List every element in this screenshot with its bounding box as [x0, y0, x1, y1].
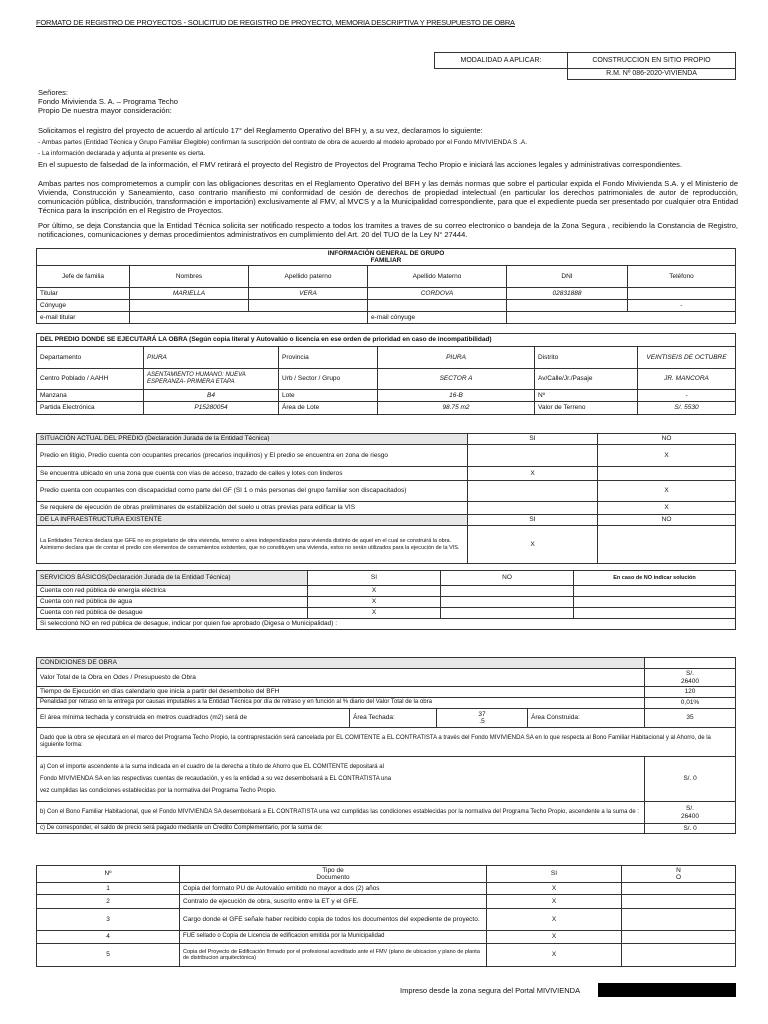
doc-h-si: SI	[487, 866, 622, 883]
doc-h-tipo	[180, 866, 487, 883]
doc-1-n: 1	[37, 883, 180, 895]
v-area-lote: 98.75 m2	[378, 402, 535, 415]
cond-row-tiempo: Tiempo de Ejecución en días calendario que inicia a partir del desembolso del BFH	[37, 687, 645, 698]
doc-3-tipo: Cargo donde el GFE señale haber recibido copia de todos los documentos del expediente de proyecto.	[180, 909, 487, 931]
cond-valor-amount: 26400	[680, 677, 700, 685]
sit-row-3: Predio cuenta con ocupantes con discapacidad como parte del GF (SI 1 o más personas del grupo familiar son discapacitados)	[37, 481, 468, 502]
v-numero: -	[638, 390, 736, 402]
intro-section	[38, 88, 728, 115]
grupo-title	[37, 249, 736, 266]
cond-tiempo: 120	[645, 687, 736, 698]
v-centro-poblado: ASENTAMIENTO HUMANO: NUEVA ESPERANZA- PRIMERA ETAPA	[144, 369, 279, 390]
v-area-techada	[437, 709, 528, 728]
redaction-bar	[598, 983, 736, 997]
cond-c-value: S/. 0	[645, 824, 736, 834]
l-area-lote: Área de Lote	[279, 402, 378, 415]
cond-b-amount: 26400	[680, 812, 700, 820]
salutation: Señores:	[38, 88, 69, 97]
servicios-note: En caso de NO indicar solución	[574, 571, 736, 586]
predio-table	[36, 333, 736, 415]
doc-2-tipo: Contrato de ejecución de obra, suscrito entre la ET y el GFE.	[180, 895, 487, 909]
doc-4-n: 4	[37, 931, 180, 944]
sit-row-1: Predio en litigio, Predio cuenta con ocupantes precarios (precarios inquilinos) y El predio se encuentra en zona de riesgo	[37, 445, 468, 467]
doc-h-tipo1: Tipo de	[322, 866, 344, 874]
l-lote: Lote	[279, 390, 378, 402]
l-av: Av/Calle/Jr./Pasaje	[535, 369, 638, 390]
h-telefono: Teléfono	[628, 266, 736, 288]
h-dni: DNI	[507, 266, 628, 288]
doc-4-tipo: FUE sellado o Copia de Licencia de edificacion emitida por la Municipalidad	[180, 931, 487, 944]
grupo-title-line2: FAMILIAR	[370, 257, 402, 264]
situacion-table	[36, 433, 736, 564]
doc-h-tipo2: Documento	[316, 874, 350, 881]
doc-h-n: Nº	[37, 866, 180, 883]
cond-row-contraprestacion: Dado que la obra se ejecutará en el marco del Programa Techo Propio, la contraprestación será cancelada por EL COMITENTE a EL CONTRATISTA a través del Fondo MIVIVIENDA SA en lo que respecta al Bono Familiar Habitacional y al Ahorro, de la siguiente forma:	[37, 728, 736, 757]
cond-a-value: S/. 0	[645, 757, 736, 802]
infra-title: DE LA INFRAESTRUCTURA EXISTENTE	[37, 515, 468, 526]
servicios-title: SERVICIOS BÁSICOS(Declaración Jurada de la Entidad Técnica)	[37, 571, 308, 586]
doc-1-si: X	[487, 883, 622, 895]
recipient-2: Propio De nuestra mayor consideración:	[38, 106, 172, 115]
row-conyuge: Cónyuge	[37, 300, 130, 312]
row-email-conyuge: e-mail cónyuge	[368, 312, 507, 324]
serv-row-electrica: Cuenta con red pública de energía eléctrica	[37, 586, 308, 597]
cond-b-currency: S/.	[686, 805, 694, 812]
cond-row-valor: Valor Total de la Obra en Odes / Presupuesto de Obra	[37, 669, 645, 687]
l-valor-terreno: Valor de Terreno	[535, 402, 638, 415]
l-area-techada: Área Techada:	[350, 709, 437, 728]
l-departamento: Departamento	[37, 347, 144, 369]
doc-4-si: X	[487, 931, 622, 944]
sit-row-3-no: X	[598, 481, 736, 502]
doc-1-tipo: Copia del formato PU de Autovalúo emitido no mayor a dos (2) años	[180, 883, 487, 895]
v-distrito: VEINTISEIS DE OCTUBRE	[638, 347, 736, 369]
serv-row-desague: Cuenta con red pública de desague	[37, 608, 308, 619]
paragraph-falsedad: En el supuesto de falsedad de la información, el FMV retirará el proyecto del Registro de Proyectos del Programa Techo Propio e iniciará las acciones legales y administrativas correspondientes.	[38, 160, 682, 169]
infra-row: La Entidades Técnica declara que GFE no es propietario de otra vivienda, terreno o aires independizados para vivienda distinto de aquel en el cual se construirá la obra. Asimismo declara que de contar el predio con elementos de cerramientos existentes, que no constituyen una vivienda, estos no serán utilizados para la ejecución de la VIS.	[37, 526, 468, 564]
l-numero: Nº	[535, 390, 638, 402]
cond-row-a	[37, 757, 645, 802]
declaration-2: - La información declarada y adjunta al presente es cierta.	[38, 150, 206, 157]
doc-5-n: 5	[37, 944, 180, 967]
v-av: JR. MANCORA	[638, 369, 736, 390]
serv-row-aprobacion: Si seleccionó NO en red pública de desague, indicar por quien fue aprobado (Digesa o Municipalidad) :	[37, 619, 736, 630]
cond-a-line1: a) Con el importe ascendente a la suma indicada en el cuadro de la derecha a título de Ahorro que EL COMITENTE depositará al	[40, 764, 384, 770]
grupo-familiar-table	[36, 248, 736, 324]
titular-paterno: VERA	[249, 288, 368, 300]
h-apellido-materno: Apellido Materno	[368, 266, 507, 288]
sit-row-2-si: X	[468, 467, 598, 481]
cond-row-area: El área mínima techada y construida en metros cuadrados (m2) será de	[37, 709, 350, 728]
grupo-title-line1: INFORMACIÓN GENERAL DE GRUPO	[327, 249, 445, 257]
sit-row-2: Se encuentra ubicado en una zona que cuenta con vías de acceso, trazado de calles y lotes con linderos	[37, 467, 468, 481]
h-jefe: Jefe de familia	[37, 266, 130, 288]
servicios-table	[36, 570, 736, 630]
paragraph-compromiso: Ambas partes nos comprometemos a cumplir con las obligaciones descritas en el Reglamento Operativo del BFH y las demás normas que sobre el particular expida el Fondo Mivivienda S.A. y el Ministerio de Vivienda, Construcción y Saneamiento, caso contrario manifiesto mi conformidad de cesión de derechos de propiedad intelectual (en particular los derechos patrimoniales de autor de reproducción, comunicación pública, distribución, transformación e importación) exclusivamente al FMV, al MVCS y a la Municipalidad correspondiente, para que el expediente pueda ser presentado por cualquier otra Entidad Técnica para la inscripción en el Registro de Proyectos.	[38, 179, 738, 215]
modalidad-label: MODALIDAD A APLICAR:	[435, 53, 568, 69]
sit-row-1-no: X	[598, 445, 736, 467]
v-area-construida: 35	[645, 709, 736, 728]
cond-a-line3: vez cumplidas las condiciones establecidas por la normativa del Programa Techo Propio.	[40, 788, 277, 794]
l-provincia: Provincia	[279, 347, 378, 369]
sit-row-4: Se requiere de ejecución de obras preliminares de estabilización del suelo u otras previas para edificar la VIS	[37, 502, 468, 515]
v-area-techada-1: 37	[478, 710, 486, 718]
l-partida: Partida Electrónica	[37, 402, 144, 415]
servicios-no: NO	[441, 571, 574, 586]
doc-2-n: 2	[37, 895, 180, 909]
cond-row-b: b) Con el Bono Familiar Habitacional, que el Fondo MIVIVIENDA SA desembolsará a EL CONTRATISTA una vez cumplidas las condiciones establecidas por la normativa del Programa Techo Propio, ascendente a la suma de :	[37, 802, 645, 824]
v-urb: SECTOR A	[378, 369, 535, 390]
row-email-titular: e-mail titular	[37, 312, 130, 324]
l-distrito: Distrito	[535, 347, 638, 369]
v-partida: P15280054	[144, 402, 279, 415]
recipient: Fondo Mivivienda S. A. – Programa Techo	[38, 97, 178, 106]
v-area-techada-2: .5	[479, 718, 485, 725]
titular-nombre: MARIELLA	[130, 288, 249, 300]
v-valor-terreno: S/. 5530	[638, 402, 736, 415]
doc-h-no2: O	[675, 874, 682, 881]
situacion-title: SITUACIÓN ACTUAL DEL PREDIO (Declaración Jurada de la Entidad Técnica)	[37, 434, 468, 445]
h-apellido-paterno: Apellido paterno	[249, 266, 368, 288]
document-title: FORMATO DE REGISTRO DE PROYECTOS - SOLICITUD DE REGISTRO DE PROYECTO, MEMORIA DESCRIPTIVA Y PRESUPUESTO DE OBRA	[36, 18, 515, 27]
footer-text: Impreso desde la zona segura del Portal MIVIVIENDA	[400, 986, 581, 995]
doc-h-no1: N	[676, 866, 681, 874]
doc-5-si: X	[487, 944, 622, 967]
sit-row-4-no: X	[598, 502, 736, 515]
doc-h-no	[622, 866, 736, 883]
declaration-1: - Ambas partes (Entidad Técnica y Grupo Familiar Elegible) confirman la suscripción del contrato de obra de acuerdo al modelo aprobado por el Fondo MIVIVIENDA S .A.	[38, 139, 528, 146]
conyuge-telefono: -	[628, 300, 736, 312]
documentos-table	[36, 865, 736, 967]
cond-b-value	[645, 802, 736, 824]
l-urb: Urb / Sector / Grupo	[279, 369, 378, 390]
serv-agua-si: X	[308, 597, 441, 608]
v-departamento: PIURA	[144, 347, 279, 369]
cond-penalidad: 0,01%	[645, 698, 736, 709]
modalidad-table	[434, 52, 736, 80]
predio-title: DEL PREDIO DONDE SE EJECUTARÁ LA OBRA (Según copia literal y Autovalúo o licencia en ese orden de prioridad en caso de incompatibilidad)	[37, 334, 736, 347]
titular-dni: 02831888	[507, 288, 628, 300]
v-lote: 16-B	[378, 390, 535, 402]
l-manzana: Manzana	[37, 390, 144, 402]
cond-row-c: c) De corresponder, el saldo de precio será pagado mediante un Credito Complementario, por la suma de:	[37, 824, 645, 834]
modalidad-value: CONSTRUCCION EN SITIO PROPIO	[568, 53, 736, 69]
cond-row-penalidad: Penalidad por retraso en la entrega por causas imputables a la Entidad Técnica por día de retraso y en función al % diario del Valor Total de la obra	[37, 698, 645, 709]
l-centro-poblado: Centro Poblado / AAHH	[37, 369, 144, 390]
condiciones-table	[36, 657, 736, 834]
l-area-construida: Área Construida:	[528, 709, 645, 728]
serv-row-agua: Cuenta con red pública de agua	[37, 597, 308, 608]
rm-value: R.M. Nº 086-2020-VIVIENDA	[568, 69, 736, 80]
infra-row-si: X	[468, 526, 598, 564]
doc-5-tipo: Copia del Proyecto de Edificación firmado por el profesional acreditado ante el FMV (plano de ubicacion y plano de planta de distribucion arquitectónica)	[180, 944, 487, 967]
row-titular: Titular	[37, 288, 130, 300]
cond-valor	[645, 669, 736, 687]
cond-valor-currency: S/.	[686, 670, 694, 677]
h-nombres: Nombres	[130, 266, 249, 288]
doc-3-n: 3	[37, 909, 180, 931]
titular-materno: CORDOVA	[368, 288, 507, 300]
situacion-si: SI	[468, 434, 598, 445]
doc-3-si: X	[487, 909, 622, 931]
v-manzana: B4	[144, 390, 279, 402]
serv-electrica-si: X	[308, 586, 441, 597]
situacion-no: NO	[598, 434, 736, 445]
cond-a-line2: Fondo MIVIVIENDA SA en las respectivas cuentas de recaudación, y es la entidad a su vez desembolsará a EL CONTRATISTA una	[40, 776, 392, 782]
servicios-si: SI	[308, 571, 441, 586]
v-provincia: PIURA	[378, 347, 535, 369]
infra-si: SI	[468, 515, 598, 526]
request-line: Solicitamos el registro del proyecto de acuerdo al artículo 17° del Reglamento Operativo del BFH y, a su vez, declaramos lo siguiente:	[38, 126, 483, 135]
doc-2-si: X	[487, 895, 622, 909]
infra-no: NO	[598, 515, 736, 526]
condiciones-title: CONDICIONES DE OBRA	[37, 658, 645, 669]
paragraph-constancia: Por último, se deja Constancia que la Entidad Técnica solicita ser notificado respecto a todos los tramites a traves de su correo electronico o bandeja de la Zona Segura , recibiendo la Constancia de Registro, notificaciones, comunicaciones y demas procedimientos administrativos en cumplimiento del Art. 20 del TUO de la Ley N° 27444.	[38, 221, 738, 239]
serv-desague-si: X	[308, 608, 441, 619]
